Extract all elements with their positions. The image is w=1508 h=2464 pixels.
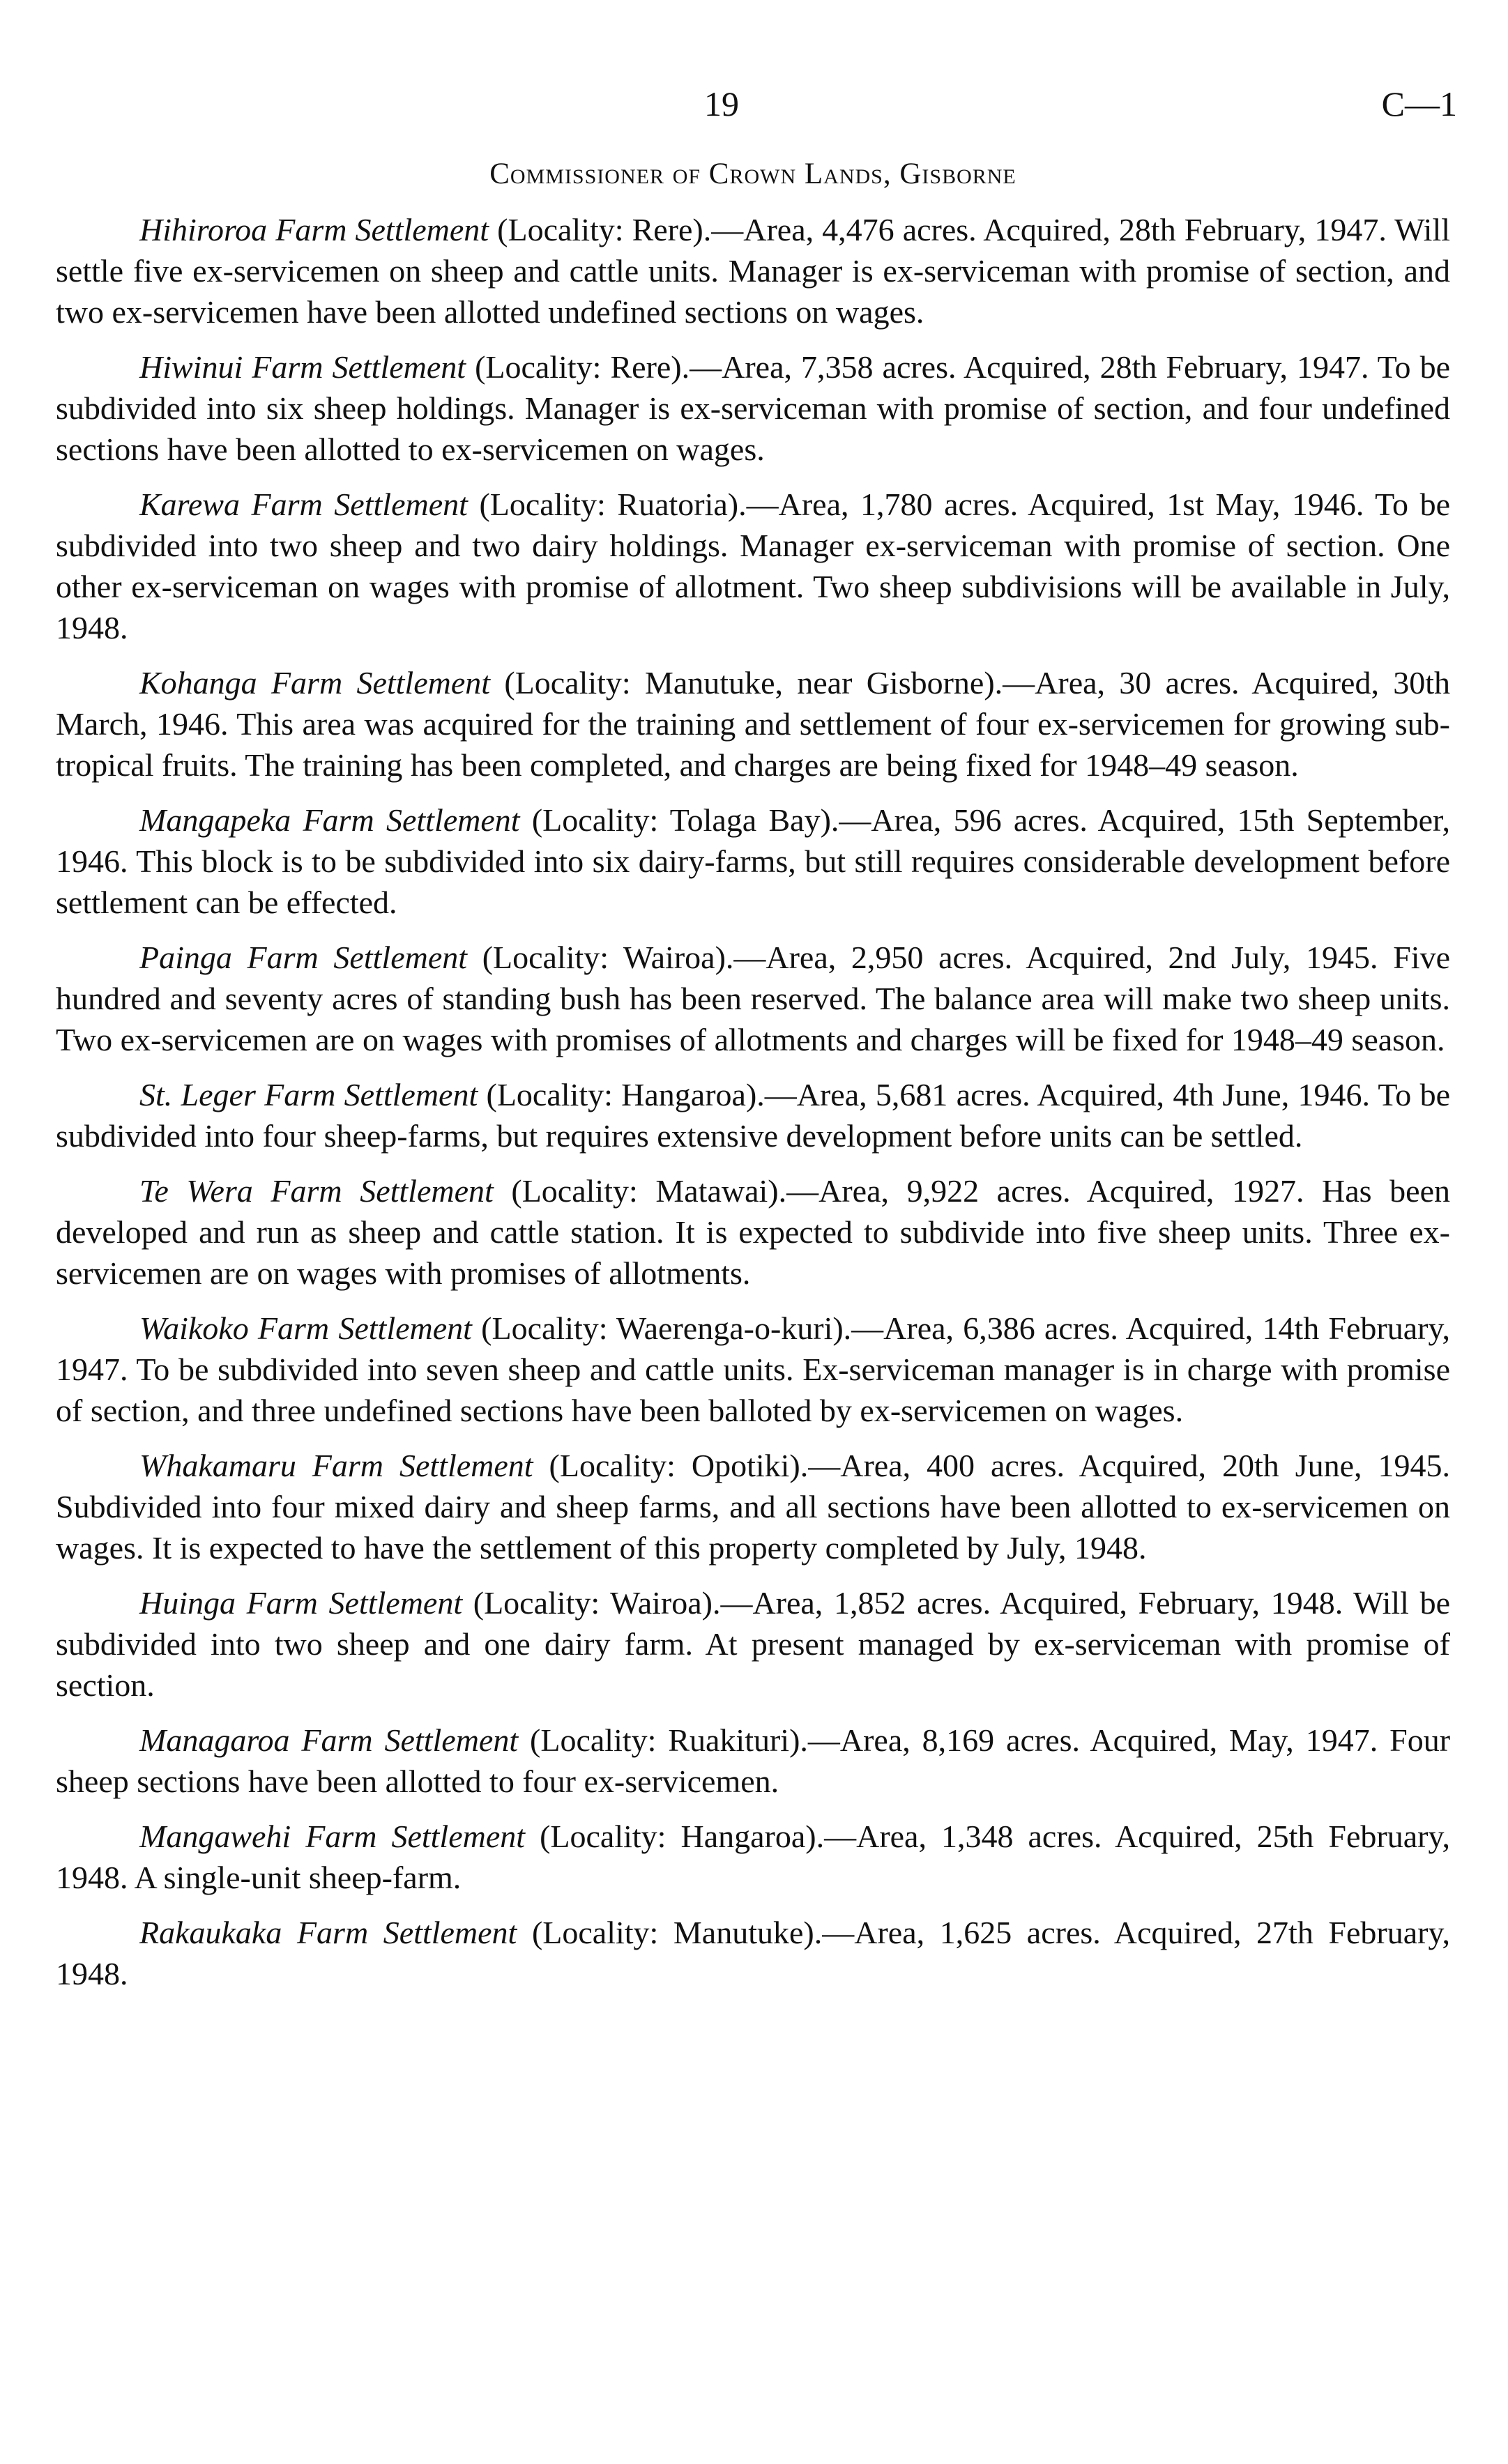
settlement-entry xyxy=(56,1308,1450,1431)
settlement-text: (Locality: Waerenga-o-kuri).—Area, 6,386 acres. Acquired, 14th February, 1947. To be subdivided into seven sheep and cattle units. Ex-serviceman manager is in charge with promise of section, and three undefined sections have been balloted by ex-servicemen on wages. xyxy=(56,1310,1451,1428)
settlement-entry xyxy=(56,346,1450,470)
settlement-name: St. Leger Farm Settlement xyxy=(139,1077,478,1112)
settlement-name: Hiwinui Farm Settlement xyxy=(139,349,466,385)
settlement-entry xyxy=(56,662,1450,786)
settlement-name: Whakamaru Farm Settlement xyxy=(139,1448,533,1483)
settlement-name: Rakaukaka Farm Settlement xyxy=(139,1915,517,1950)
settlement-name: Waikoko Farm Settlement xyxy=(139,1310,472,1346)
settlement-text: (Locality: Rere).—Area, 4,476 acres. Acquired, 28th February, 1947. Will settle five ex-servicemen on sheep and cattle units. Manager is ex-serviceman with promise of section, and two ex-servicemen have been allotted undefined sections on wages. xyxy=(56,212,1451,330)
settlement-text: (Locality: Hangaroa).—Area, 1,348 acres. Acquired, 25th February, 1948. A single-unit sheep-farm. xyxy=(56,1819,1451,1895)
settlement-text: (Locality: Manutuke).—Area, 1,625 acres. Acquired, 27th February, 1948. xyxy=(56,1915,1450,1991)
settlement-entry xyxy=(56,209,1450,332)
settlement-text: (Locality: Hangaroa).—Area, 5,681 acres. Acquired, 4th June, 1946. To be subdivided into four sheep-farms, but requires extensive development before units can be settled. xyxy=(56,1077,1450,1154)
settlement-entry xyxy=(56,799,1450,923)
settlement-entry xyxy=(56,1074,1450,1156)
settlement-entry xyxy=(56,484,1450,648)
settlement-name: Karewa Farm Settlement xyxy=(139,487,468,522)
settlement-text: (Locality: Opotiki).—Area, 400 acres. Acquired, 20th June, 1945. Subdivided into four mixed dairy and sheep farms, and all sections have been allotted to ex-servicemen on wages. It is expected to have the settlement of this property completed by July, 1948. xyxy=(56,1448,1450,1566)
settlement-name: Kohanga Farm Settlement xyxy=(139,665,491,701)
page-header xyxy=(56,84,1457,139)
document-page xyxy=(56,0,1457,2464)
section-heading: Commissioner of Crown Lands, Gisborne xyxy=(489,158,1016,190)
settlement-text: (Locality: Wairoa).—Area, 2,950 acres. Acquired, 2nd July, 1945. Five hundred and seventy acres of standing bush has been reserved. The balance area will make two sheep units. Two ex-servicemen are on wages with promises of allotments and charges will be fixed for 1948–49 season. xyxy=(56,940,1450,1057)
settlement-name: Managaroa Farm Settlement xyxy=(139,1722,519,1758)
settlement-entry xyxy=(56,1582,1450,1706)
settlement-name: Mangawehi Farm Settlement xyxy=(139,1819,526,1854)
settlement-entry xyxy=(56,937,1450,1060)
settlement-name: Te Wera Farm Settlement xyxy=(139,1173,494,1209)
document-code: C—1 xyxy=(1381,84,1457,123)
settlement-text: (Locality: Ruatoria).—Area, 1,780 acres. Acquired, 1st May, 1946. To be subdivided into two sheep and two dairy holdings. Manager ex-serviceman with promise of section. One other ex-serviceman on wages with promise of allotment. Two sheep subdivisions will be available in July, 1948. xyxy=(56,487,1450,645)
settlement-entry xyxy=(56,1912,1450,1994)
settlement-entry xyxy=(56,1445,1450,1568)
settlement-entry xyxy=(56,1720,1450,1802)
settlement-entries xyxy=(56,209,1450,2008)
settlement-name: Mangapeka Farm Settlement xyxy=(139,802,520,838)
settlement-name: Painga Farm Settlement xyxy=(139,940,468,975)
settlement-name: Huinga Farm Settlement xyxy=(139,1585,463,1621)
settlement-text: (Locality: Manutuke, near Gisborne).—Area, 30 acres. Acquired, 30th March, 1946. This area was acquired for the training and settlement of four ex-servicemen for growing sub-tropical fruits. The training has been completed, and charges are being fixed for 1948–49 season. xyxy=(56,665,1450,783)
settlement-text: (Locality: Ruakituri).—Area, 8,169 acres. Acquired, May, 1947. Four sheep sections have been allotted to four ex-servicemen. xyxy=(56,1722,1451,1799)
settlement-entry xyxy=(56,1170,1450,1294)
settlement-text: (Locality: Tolaga Bay).—Area, 596 acres. Acquired, 15th September, 1946. This block is to be subdivided into six dairy-farms, but still requires considerable development before settlement can be effected. xyxy=(56,802,1450,920)
settlement-text: (Locality: Matawai).—Area, 9,922 acres. Acquired, 1927. Has been developed and run as sheep and cattle station. It is expected to subdivide into five sheep units. Three ex-servicemen are on wages with promises of allotments. xyxy=(56,1173,1450,1291)
settlement-text: (Locality: Wairoa).—Area, 1,852 acres. Acquired, February, 1948. Will be subdivided into two sheep and one dairy farm. At present managed by ex-serviceman with promise of section. xyxy=(56,1585,1450,1703)
page-number: 19 xyxy=(704,84,739,123)
settlement-text: (Locality: Rere).—Area, 7,358 acres. Acquired, 28th February, 1947. To be subdivided into six sheep holdings. Manager is ex-serviceman with promise of section, and four undefined sections have been allotted to ex-servicemen on wages. xyxy=(56,349,1450,467)
settlement-name: Hihiroroa Farm Settlement xyxy=(139,212,489,247)
settlement-entry xyxy=(56,1816,1450,1898)
